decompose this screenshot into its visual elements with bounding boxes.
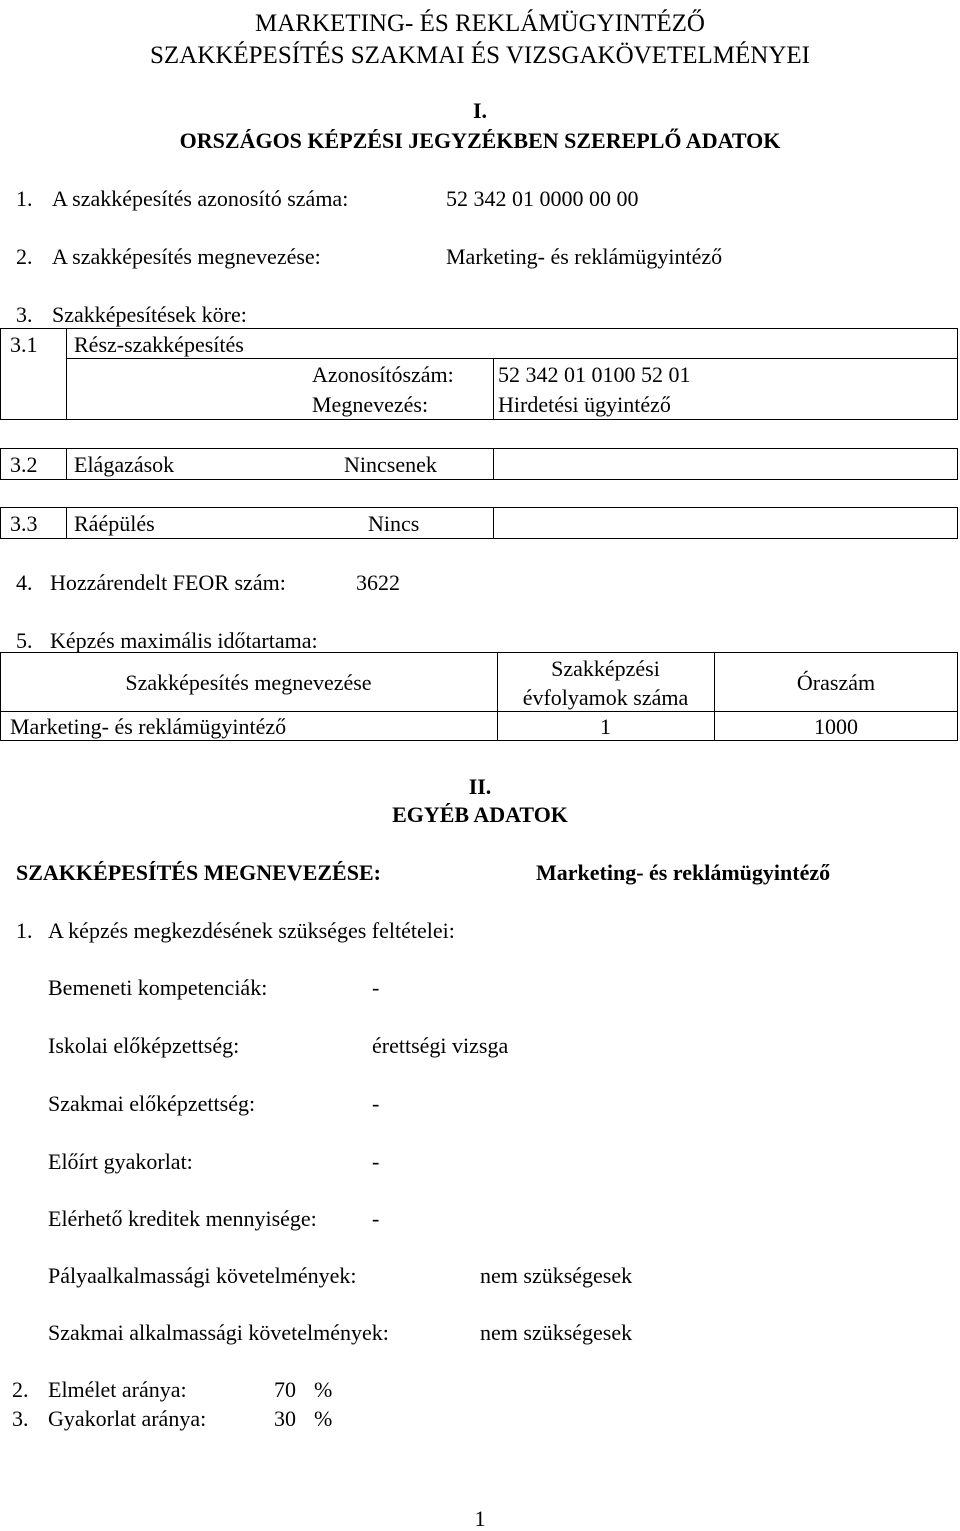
sub-3-2-label: Elágazások (74, 452, 175, 477)
qualification-name-label: SZAKKÉPESÍTÉS MEGNEVEZÉSE: (16, 860, 381, 885)
condition-label: Elérhető kreditek mennyisége: (48, 1206, 317, 1231)
duration-header-years-2: évfolyamok száma (522, 685, 689, 710)
sub-3-1-name-value: Hirdetési ügyintéző (498, 392, 671, 417)
section-1-title: ORSZÁGOS KÉPZÉSI JEGYZÉKBEN SZEREPLŐ ADATOK (179, 128, 781, 153)
item-4-label: Hozzárendelt FEOR szám: (50, 570, 286, 595)
section-2-title: EGYÉB ADATOK (392, 802, 568, 827)
theory-ratio-value: 70 (274, 1377, 296, 1402)
condition-value: - (372, 975, 380, 1000)
sub-3-1-number: 3.1 (10, 332, 38, 357)
sec2-item-3-number: 3. (12, 1406, 29, 1431)
sub-3-1-id-label: Azonosítószám: (312, 362, 454, 387)
sec2-item-2-number: 2. (12, 1377, 29, 1402)
condition-value: érettségi vizsga (372, 1033, 509, 1058)
duration-header-name: Szakképesítés megnevezése (125, 670, 372, 695)
condition-label: Szakmai előképzettség: (48, 1091, 256, 1116)
item-3-label: Szakképesítések köre: (52, 302, 247, 327)
theory-ratio-label: Elmélet aránya: (48, 1377, 187, 1402)
sec2-item-1-label: A képzés megkezdésének szükséges feltételei: (48, 918, 455, 943)
title-line-2: SZAKKÉPESÍTÉS SZAKMAI ÉS VIZSGAKÖVETELMÉNYEI (150, 42, 810, 69)
item-2-value: Marketing- és reklámügyintéző (446, 244, 723, 269)
duration-row-hours: 1000 (814, 714, 858, 739)
condition-label: Bemeneti kompetenciák: (48, 975, 268, 1000)
sub-3-1-label: Rész-szakképesítés (74, 332, 244, 357)
duration-header-years-1: Szakképzési (551, 656, 660, 681)
item-2-label: A szakképesítés megnevezése: (52, 244, 321, 269)
item-4-value: 3622 (356, 570, 400, 595)
sub-3-2-number: 3.2 (10, 452, 38, 477)
sub-3-3-label: Ráépülés (74, 511, 155, 536)
practice-ratio-value: 30 (274, 1406, 296, 1431)
document-title (0, 8, 960, 72)
sec2-item-1-number: 1. (16, 918, 33, 943)
item-1-value: 52 342 01 0000 00 00 (446, 186, 639, 211)
duration-row-years: 1 (600, 714, 611, 739)
condition-label: Szakmai alkalmassági követelmények: (48, 1320, 389, 1345)
item-1-number: 1. (16, 186, 33, 211)
title-line-1: MARKETING- ÉS REKLÁMÜGYINTÉZŐ (255, 10, 705, 37)
sub-3-1-name-label: Megnevezés: (312, 392, 429, 417)
item-1-label: A szakképesítés azonosító száma: (52, 186, 349, 211)
condition-value: nem szükségesek (480, 1263, 633, 1288)
item-3-number: 3. (16, 302, 33, 327)
practice-ratio-label: Gyakorlat aránya: (48, 1406, 207, 1431)
section-1-number: I. (472, 98, 488, 123)
item-5-number: 5. (16, 628, 33, 653)
qualification-name-value: Marketing- és reklámügyintéző (536, 860, 831, 885)
condition-label: Pályaalkalmassági követelmények: (48, 1263, 357, 1288)
practice-ratio-unit: % (314, 1406, 333, 1431)
section-2-number: II. (468, 774, 492, 799)
item-5-label: Képzés maximális időtartama: (50, 628, 318, 653)
item-2-number: 2. (16, 244, 33, 269)
theory-ratio-unit: % (314, 1377, 333, 1402)
condition-value: - (372, 1091, 380, 1116)
sub-3-2-value: Nincsenek (344, 452, 437, 477)
sub-3-1-id-value: 52 342 01 0100 52 01 (498, 362, 691, 387)
condition-value: - (372, 1149, 380, 1174)
condition-value: nem szükségesek (480, 1320, 633, 1345)
sub-3-3-value: Nincs (368, 511, 420, 536)
page-number: 1 (474, 1506, 486, 1531)
condition-label: Előírt gyakorlat: (48, 1149, 193, 1174)
condition-label: Iskolai előképzettség: (48, 1033, 240, 1058)
sub-3-3-number: 3.3 (10, 511, 38, 536)
item-4-number: 4. (16, 570, 33, 595)
condition-value: - (372, 1206, 380, 1231)
duration-header-hours: Óraszám (796, 670, 876, 695)
duration-row-name: Marketing- és reklámügyintéző (10, 714, 287, 739)
